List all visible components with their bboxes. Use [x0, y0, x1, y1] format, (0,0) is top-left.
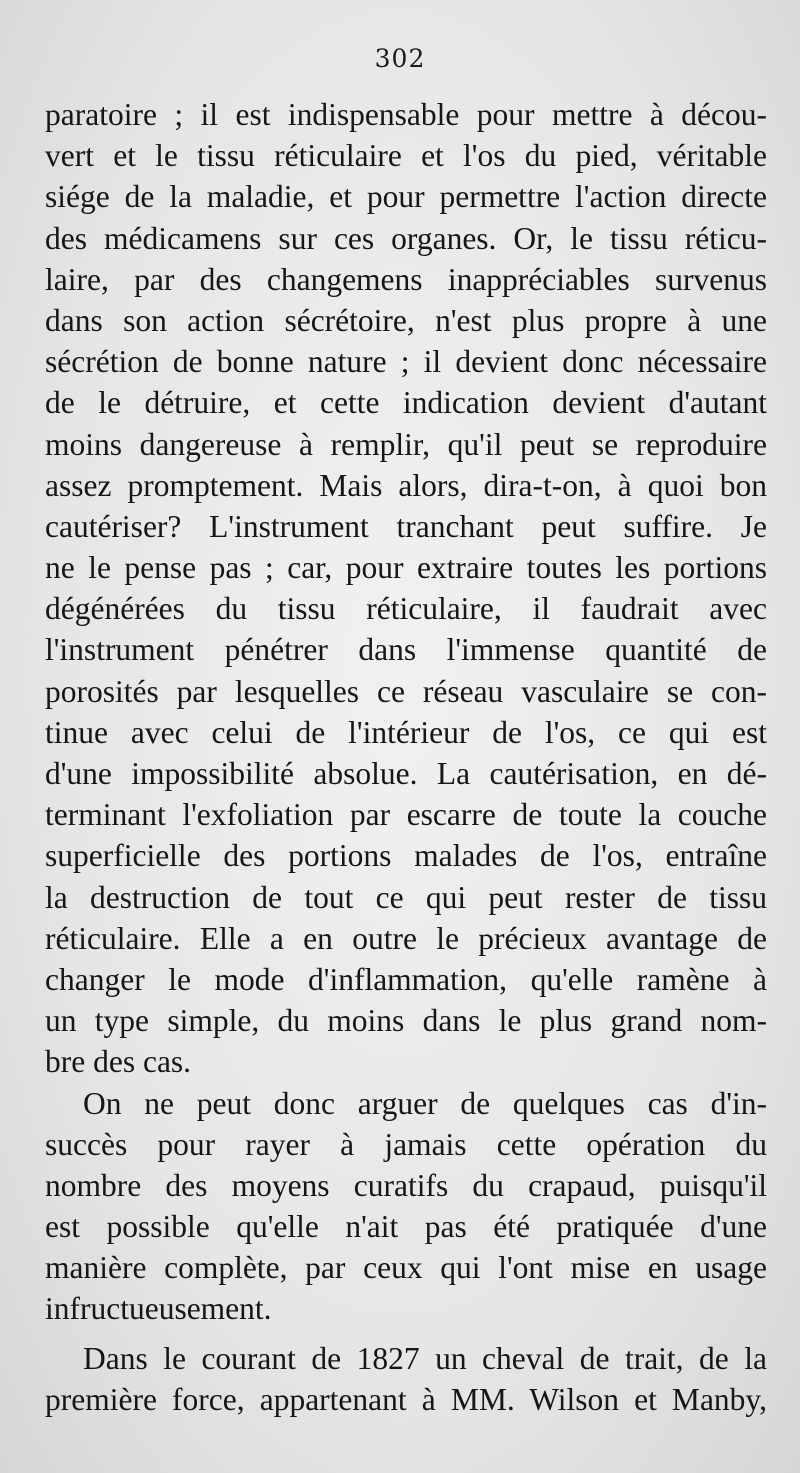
text-line: moins dangereuse à remplir, qu'il peut se reproduire: [45, 426, 767, 462]
text-line: assez promptement. Mais alors, dira-t-on, à quoi bon: [45, 467, 767, 503]
text-line: tinue avec celui de l'intérieur de l'os, ce qui est: [45, 714, 767, 750]
text-line: d'une impossibilité absolue. La cautérisation, en dé-: [45, 756, 767, 791]
text-line: terminant l'exfoliation par escarre de toute la couche: [45, 797, 767, 833]
text-line: de le détruire, et cette indication devient d'autant: [45, 385, 767, 421]
text-line: cautériser? L'instrument tranchant peut suffire. Je: [45, 508, 767, 544]
text-line: infructueusement.: [45, 1291, 272, 1327]
body-text: [45, 94, 767, 1420]
text-line: un type simple, du moins dans le plus grand nom-: [45, 1003, 767, 1039]
text-line: superficielle des portions malades de l'os, entraîne: [45, 838, 767, 874]
text-line: première force, appartenant à MM. Wilson et Manby,: [45, 1381, 767, 1417]
text-line: sécrétion de bonne nature ; il devient donc nécessaire: [45, 344, 767, 380]
text-line: ne le pense pas ; car, pour extraire toutes les portions: [45, 550, 767, 586]
paragraph-3: [45, 1338, 767, 1420]
text-line: bre des cas.: [45, 1044, 192, 1080]
text-line: est possible qu'elle n'ait pas été pratiquée d'une: [45, 1209, 767, 1245]
text-line: réticulaire. Elle a en outre le précieux avantage de: [45, 920, 767, 956]
text-line: succès pour rayer à jamais cette opération du: [45, 1126, 767, 1162]
text-line: l'instrument pénétrer dans l'immense quantité de: [45, 632, 767, 668]
text-line: des médicamens sur ces organes. Or, le tissu réticu-: [45, 220, 767, 256]
text-line: porosités par lesquelles ce réseau vasculaire se con-: [45, 673, 767, 709]
text-line: la destruction de tout ce qui peut rester de tissu: [45, 879, 767, 915]
text-line: On ne peut donc arguer de quelques cas d'in-: [83, 1085, 767, 1121]
page-number: 302: [374, 44, 426, 73]
text-line: manière complète, par ceux qui l'ont mise en usage: [45, 1250, 767, 1286]
text-line: Dans le courant de 1827 un cheval de trait, de la: [83, 1340, 767, 1376]
text-line: paratoire ; il est indispensable pour mettre à décou-: [45, 97, 767, 132]
text-line: laire, par des changemens inappréciables survenus: [45, 261, 767, 297]
text-line: siége de la maladie, et pour permettre l'action directe: [45, 179, 767, 215]
text-line: changer le mode d'inflammation, qu'elle ramène à: [45, 961, 767, 997]
text-line: nombre des moyens curatifs du crapaud, puisqu'il: [45, 1167, 767, 1203]
text-line: vert et le tissu réticulaire et l'os du pied, véritable: [45, 138, 767, 174]
text-line: dégénérées du tissu réticulaire, il faudrait avec: [45, 591, 767, 627]
text-line: dans son action sécrétoire, n'est plus propre à une: [45, 302, 767, 338]
paragraph-1: [45, 94, 767, 1083]
paragraph-2: [45, 1083, 767, 1330]
